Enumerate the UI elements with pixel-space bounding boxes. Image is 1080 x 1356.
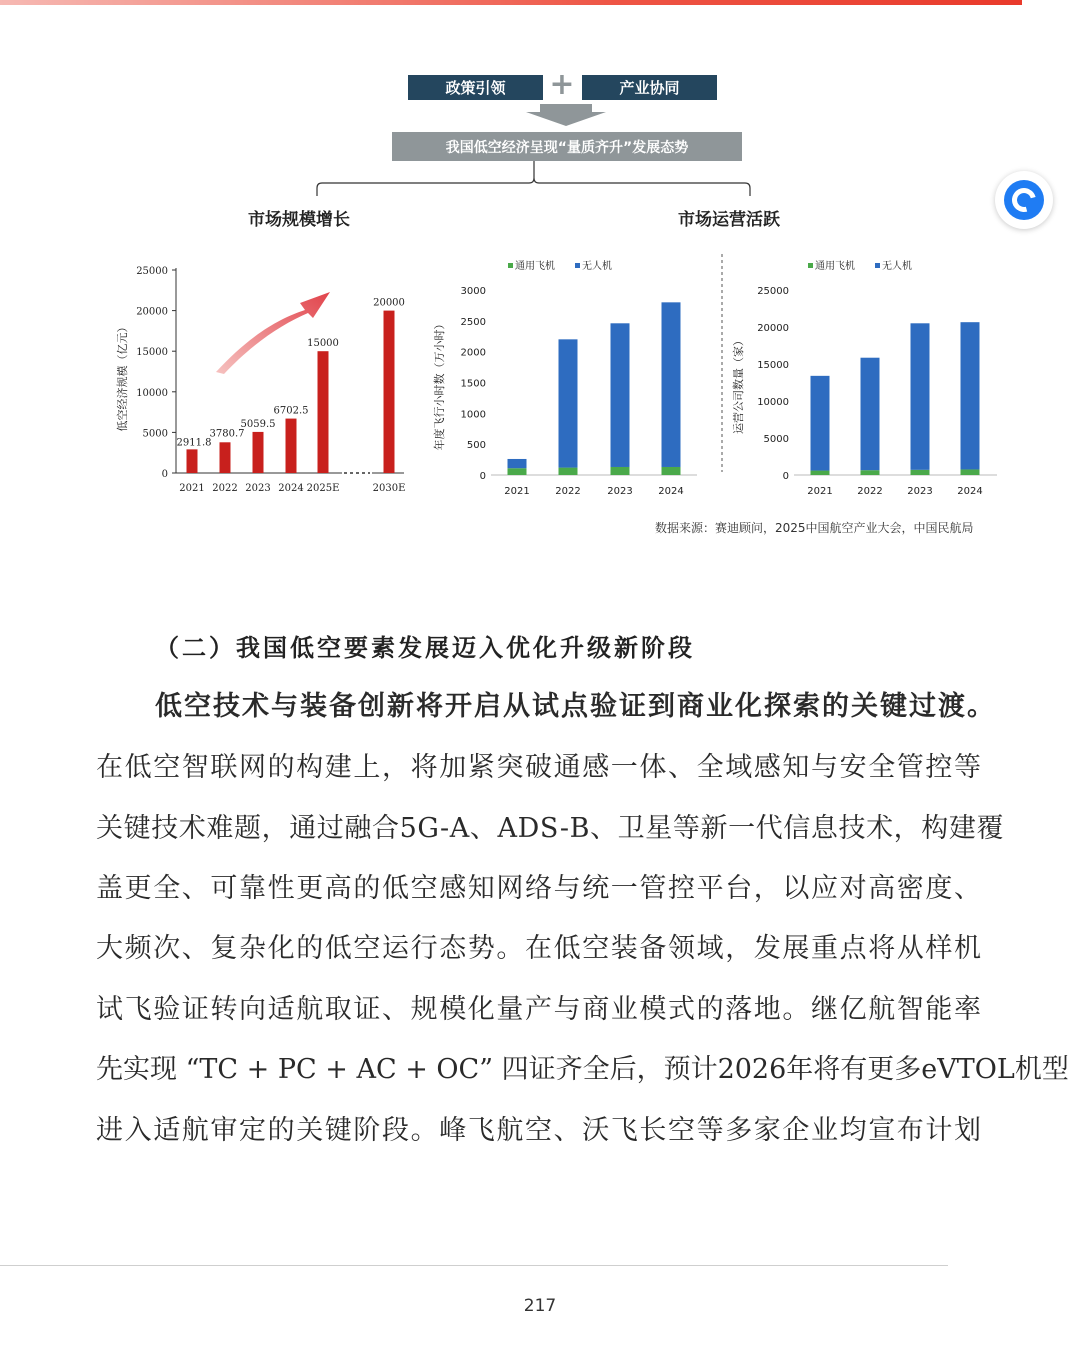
bar-segment bbox=[611, 323, 630, 467]
bar-segment bbox=[508, 459, 527, 468]
y-axis-title: 年度飞行小时数（万小时） bbox=[433, 318, 446, 451]
bar-segment bbox=[559, 468, 578, 475]
paragraph-line: 关键技术难题，通过融合5G-A、ADS-B、卫星等新一代信息技术，构建覆 bbox=[96, 813, 1005, 844]
x-tick-label: 2022 bbox=[857, 486, 883, 497]
x-tick-label: 2030E bbox=[372, 483, 406, 494]
bar bbox=[187, 449, 198, 473]
section-heading: （二）我国低空要素发展迈入优化升级新阶段 bbox=[155, 633, 695, 662]
legend-label: 无人机 bbox=[882, 261, 912, 272]
right-section-title: 市场运营活跃 bbox=[678, 210, 780, 230]
brace-lines bbox=[317, 161, 750, 196]
y-tick-label: 2000 bbox=[460, 347, 486, 359]
x-tick-label: 2023 bbox=[907, 486, 933, 497]
x-tick-label: 2024 bbox=[957, 486, 983, 497]
charts-area bbox=[0, 240, 1080, 510]
legend-swatch bbox=[575, 263, 580, 268]
bar-segment bbox=[961, 469, 980, 475]
y-tick-label: 0 bbox=[161, 469, 168, 480]
legend-label: 无人机 bbox=[582, 261, 612, 272]
y-tick-label: 3000 bbox=[460, 286, 486, 297]
y-tick-label: 15000 bbox=[757, 360, 789, 371]
bar-segment bbox=[911, 470, 930, 475]
y-tick-label: 10000 bbox=[136, 387, 168, 399]
y-tick-label: 500 bbox=[466, 440, 486, 452]
x-tick-label: 2021 bbox=[504, 486, 530, 497]
y-tick-label: 1000 bbox=[460, 409, 486, 421]
legend-swatch bbox=[508, 263, 513, 268]
plus-sign: + bbox=[549, 67, 575, 102]
legend-label: 通用飞机 bbox=[515, 261, 555, 272]
bar bbox=[253, 432, 264, 473]
y-tick-label: 25000 bbox=[757, 286, 789, 297]
data-label: 6702.5 bbox=[273, 405, 309, 417]
y-tick-label: 10000 bbox=[757, 397, 789, 408]
bar-segment bbox=[861, 470, 880, 475]
footer-rule bbox=[0, 1265, 948, 1266]
x-tick-label: 2022 bbox=[212, 483, 238, 494]
source-note: 数据来源：赛迪顾问，2025中国航空产业大会，中国民航局 bbox=[655, 521, 974, 535]
policy-box: 政策引领 bbox=[408, 75, 543, 100]
x-tick-label: 2024 bbox=[278, 483, 304, 494]
operating-companies-chart bbox=[731, 259, 997, 497]
y-tick-label: 15000 bbox=[136, 347, 168, 359]
y-tick-label: 25000 bbox=[136, 266, 168, 277]
y-tick-label: 2500 bbox=[460, 316, 486, 328]
bar-segment bbox=[508, 468, 527, 475]
bar-segment bbox=[861, 358, 880, 470]
x-tick-label: 2023 bbox=[245, 483, 271, 494]
bar-segment bbox=[611, 467, 630, 475]
data-label: 5059.5 bbox=[240, 418, 276, 430]
legend-swatch bbox=[808, 263, 813, 268]
trend-box: 我国低空经济呈现“量质齐升”发展态势 bbox=[392, 132, 742, 161]
legend-swatch bbox=[875, 263, 880, 268]
paragraph-line-lead: 低空技术与装备创新将开启从试点验证到商业化探索的关键过渡。 bbox=[155, 691, 996, 722]
y-tick-label: 5000 bbox=[142, 428, 168, 440]
data-label: 3780.7 bbox=[209, 428, 245, 440]
y-tick-label: 0 bbox=[479, 471, 486, 482]
paragraph-line: 盖更全、可靠性更高的低空感知网络与统一管控平台，以应对高密度、 bbox=[96, 873, 983, 904]
page-number: 217 bbox=[523, 1296, 557, 1316]
bar-segment bbox=[811, 376, 830, 471]
paragraph-line: 大频次、复杂化的低空运行态势。在低空装备领域，发展重点将从样机 bbox=[96, 933, 983, 964]
x-tick-label: 2021 bbox=[179, 483, 205, 494]
y-tick-label: 0 bbox=[782, 471, 789, 482]
data-label: 20000 bbox=[373, 297, 405, 309]
bar-segment bbox=[811, 471, 830, 475]
assistant-float-button[interactable] bbox=[995, 171, 1053, 229]
y-tick-label: 20000 bbox=[757, 323, 789, 334]
y-axis-title: 低空经济规模（亿元） bbox=[116, 321, 129, 432]
y-tick-label: 20000 bbox=[136, 306, 168, 318]
bar bbox=[220, 442, 231, 473]
flight-hours-chart bbox=[432, 259, 697, 497]
down-arrow-icon bbox=[526, 104, 606, 126]
bar bbox=[318, 351, 329, 473]
industry-box: 产业协同 bbox=[582, 75, 717, 100]
y-axis-title: 运营公司数量（家） bbox=[732, 335, 745, 434]
bar bbox=[384, 311, 395, 473]
paragraph-line: 先实现 “TC + PC + AC + OC” 四证齐全后，预计2026年将有更多eVTOL机型 bbox=[96, 1054, 1069, 1085]
left-section-title: 市场规模增长 bbox=[248, 210, 350, 230]
market-scale-chart bbox=[115, 266, 405, 494]
data-label: 2911.8 bbox=[176, 437, 212, 449]
paragraph-line: 进入适航审定的关键阶段。峰飞航空、沃飞长空等多家企业均宣布计划 bbox=[96, 1115, 983, 1146]
growth-arrow-icon bbox=[216, 292, 330, 374]
x-tick-label: 2022 bbox=[555, 486, 581, 497]
x-tick-label: 2024 bbox=[658, 486, 684, 497]
bar-segment bbox=[662, 467, 681, 475]
paragraph-line: 在低空智联网的构建上，将加紧突破通感一体、全域感知与安全管控等 bbox=[96, 752, 983, 783]
bar-segment bbox=[961, 322, 980, 469]
paragraph-line: 试飞验证转向适航取证、规模化量产与商业模式的落地。继亿航智能率 bbox=[96, 994, 983, 1025]
data-label: 15000 bbox=[307, 338, 339, 350]
assistant-bubble-icon bbox=[1004, 180, 1044, 220]
y-tick-label: 5000 bbox=[763, 434, 789, 445]
x-tick-label: 2025E bbox=[306, 483, 340, 494]
diagram-connectors bbox=[0, 0, 1080, 210]
y-tick-label: 1500 bbox=[460, 378, 486, 390]
x-tick-label: 2021 bbox=[807, 486, 833, 497]
bar-segment bbox=[559, 339, 578, 467]
legend-label: 通用飞机 bbox=[815, 261, 855, 272]
bar-segment bbox=[662, 302, 681, 467]
x-tick-label: 2023 bbox=[607, 486, 633, 497]
bar bbox=[286, 419, 297, 473]
bar-segment bbox=[911, 323, 930, 470]
